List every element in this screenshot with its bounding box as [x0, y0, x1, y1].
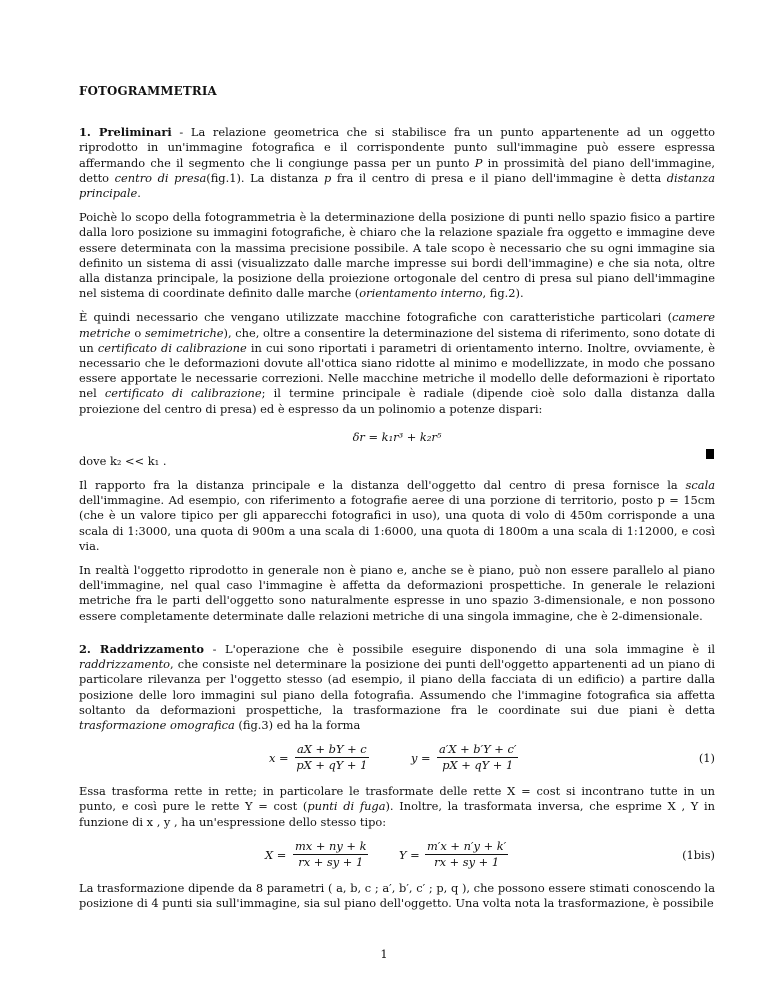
section-heading: 2. Raddrizzamento [79, 641, 204, 656]
text-run: Essa trasforma rette in rette; in particolare le trasformate delle rette X = cost si incontrano tutte in un punto, e così pure le rette Y = cost ( [79, 784, 715, 814]
text-run: - L'operazione che è possibile eseguire disponendo di una sola immagine è il [203, 641, 715, 656]
equation-lhs: X = [265, 847, 287, 862]
fraction [437, 742, 518, 773]
text-run: ), che, oltre a consentire la determinazione del sistema di riferimento, sono dotate di un [79, 325, 715, 355]
paragraph [79, 478, 715, 554]
equation-lhs: x = [269, 751, 289, 766]
numerator: aX + bY + c [297, 742, 367, 757]
term: camere metriche [79, 310, 715, 340]
paragraph [79, 310, 715, 416]
numerator: mx + ny + k [295, 838, 367, 853]
denominator: rx + sy + 1 [298, 854, 364, 869]
term: semimetriche [144, 325, 224, 340]
paragraph [79, 210, 715, 301]
text-run: in prossimità del piano dell'immagine, detto [79, 155, 715, 185]
equation-1 [79, 742, 715, 776]
denominator: rx + sy + 1 [434, 854, 500, 869]
fraction [293, 839, 368, 870]
term: scala [685, 478, 715, 493]
paragraph: In realtà l'oggetto riprodotto in generale non è piano e, anche se è piano, può non essere parallelo al piano dell'immagine, nel qual caso l'immagine è affetta da deformazioni prospettiche. In generale le relazioni metriche fra le parti dell'oggetto sono naturalmente espresse in uno spazio 3-dimensionale, e non possono essere completamente determinate dalle relazioni metriche di una singola immagine, che è 2-dimensionale. [79, 563, 715, 623]
equation-lhs: y = [411, 751, 431, 766]
term: trasformazione omografica [79, 717, 235, 732]
text-run: - La relazione geometrica che si stabilisce fra un punto appartenente ad un oggetto riprodotto in un'immagine fotografica e il corrispondente punto sull'immagine può essere espressa affermando che il segmento che li congiunge passa per un punto [79, 125, 715, 170]
page-title: FOTOGRAMMETRIA [79, 84, 217, 98]
equation-distortion: δr = k₁r³ + k₂r⁵ [352, 429, 442, 444]
term: raddrizzamento [79, 657, 171, 672]
text-run: fra il centro di presa e il piano dell'immagine è detta [331, 170, 667, 185]
text-run: È quindi necessario che vengano utilizzate macchine fotografiche con caratteristiche particolari ( [79, 310, 673, 325]
equation-lhs: Y = [399, 847, 420, 862]
section-heading: 1. Preliminari [79, 125, 172, 140]
equation-1bis [79, 839, 715, 873]
numerator: a′X + b′Y + c′ [439, 742, 517, 757]
term: centro di presa [114, 170, 207, 185]
text-run: , che consiste nel determinare la posizione dei punti dell'oggetto appartenenti ad un piano di particolare rilevanza per l'oggetto stesso (ad esempio, il piano della facciata di un edificio) a partire dalla posizione delle loro immagini sul piano della fotografia. Assumendo che l'immagine fotografica sia affetta soltanto da deformazioni prospettiche, la trasformazione fra le coordinate sui due piani è detta [79, 657, 715, 717]
equation-number: (1) [698, 751, 715, 766]
paragraph [79, 125, 715, 201]
text-run: o [130, 325, 145, 340]
term: distanza principale [79, 170, 715, 201]
paragraph: La trasformazione dipende da 8 parametri ( a, b, c ; a′, b′, c′ ; p, q ), che possono essere stimati conoscendo la posizione di 4 punti sia sull'immagine, sia sul piano dell'oggetto. Una volta nota la trasformazione, è possibile [79, 880, 715, 910]
math-symbol: P [474, 155, 483, 170]
text-run: ; il termine principale è radiale (dipende cioè solo dalla distanza dalla proiezione del centro di presa) ed è espresso da un polinomio a potenze dispari: [79, 386, 716, 416]
text-run: , fig.2). [482, 286, 524, 301]
fraction [425, 839, 508, 870]
overfull-box-marker [706, 449, 714, 459]
paragraph [79, 642, 715, 733]
paragraph [79, 784, 715, 830]
text-run: Il rapporto fra la distanza principale e la distanza dell'oggetto dal centro di presa fornisce la [79, 478, 686, 493]
document-body [79, 84, 715, 920]
fraction [295, 742, 369, 773]
paragraph: dove k₂ << k₁ . [79, 453, 167, 468]
text-run: Poichè lo scopo della fotogrammetria è la determinazione della posizione di punti nello spazio fisico a partire dalla loro posizione su immagini fotografiche, è chiaro che la relazione spaziale fra oggetto e immagine deve essere determinata con la massima precisione possibile. A tale scopo è necessario che su ogni immagine sia definito un sistema di assi (visualizzato dalle marche impresse sui bordi dell'immagine) e che sia nota, oltre alla distanza principale, la posizione della proiezione ortogonale del centro di presa sul piano dell'immagine nel sistema di coordinate definito dalle marche ( [79, 210, 715, 301]
denominator: pX + qY + 1 [442, 758, 514, 773]
term: orientamento interno [359, 286, 483, 301]
text-run: in cui sono riportati i parametri di orientamento interno. Inoltre, ovviamente, è necessario che le deformazioni dovute all'ottica siano ridotte al minimo e modellizzate, in modo che possano essere apportate le necessarie correzioni. Nelle macchine metriche il modello delle deformazioni è riportato nel [79, 340, 716, 401]
text-run: (fig.3) ed ha la forma [234, 717, 361, 732]
text-run: (fig.1). La distanza [206, 170, 324, 185]
numerator: m′x + n′y + k′ [427, 838, 507, 853]
equation-number: (1bis) [682, 847, 715, 862]
denominator: pX + qY + 1 [296, 758, 368, 773]
page-number: 1 [380, 947, 388, 961]
term: punti di fuga [307, 799, 386, 814]
text-run: dell'immagine. Ad esempio, con riferimento a fotografie aeree di una porzione di territorio, posto p = 15cm (che è un valore tipico per gli apparecchi fotografici in uso), una quota di volo di 450m corrisponde a una scala di 1:3000, una quota di 900m a una scala di 1:6000, una quota di 1800m a una scala di 1:12000, e così via. [79, 493, 715, 553]
text-run: . [137, 186, 141, 201]
term: certificato di calibrazione [104, 386, 262, 401]
text-run: ). Inoltre, la trasformata inversa, che esprime X , Y in funzione di x , y , ha un'espressione dello stesso tipo: [79, 799, 715, 829]
math-symbol: p [323, 170, 332, 185]
term: certificato di calibrazione [97, 340, 247, 355]
